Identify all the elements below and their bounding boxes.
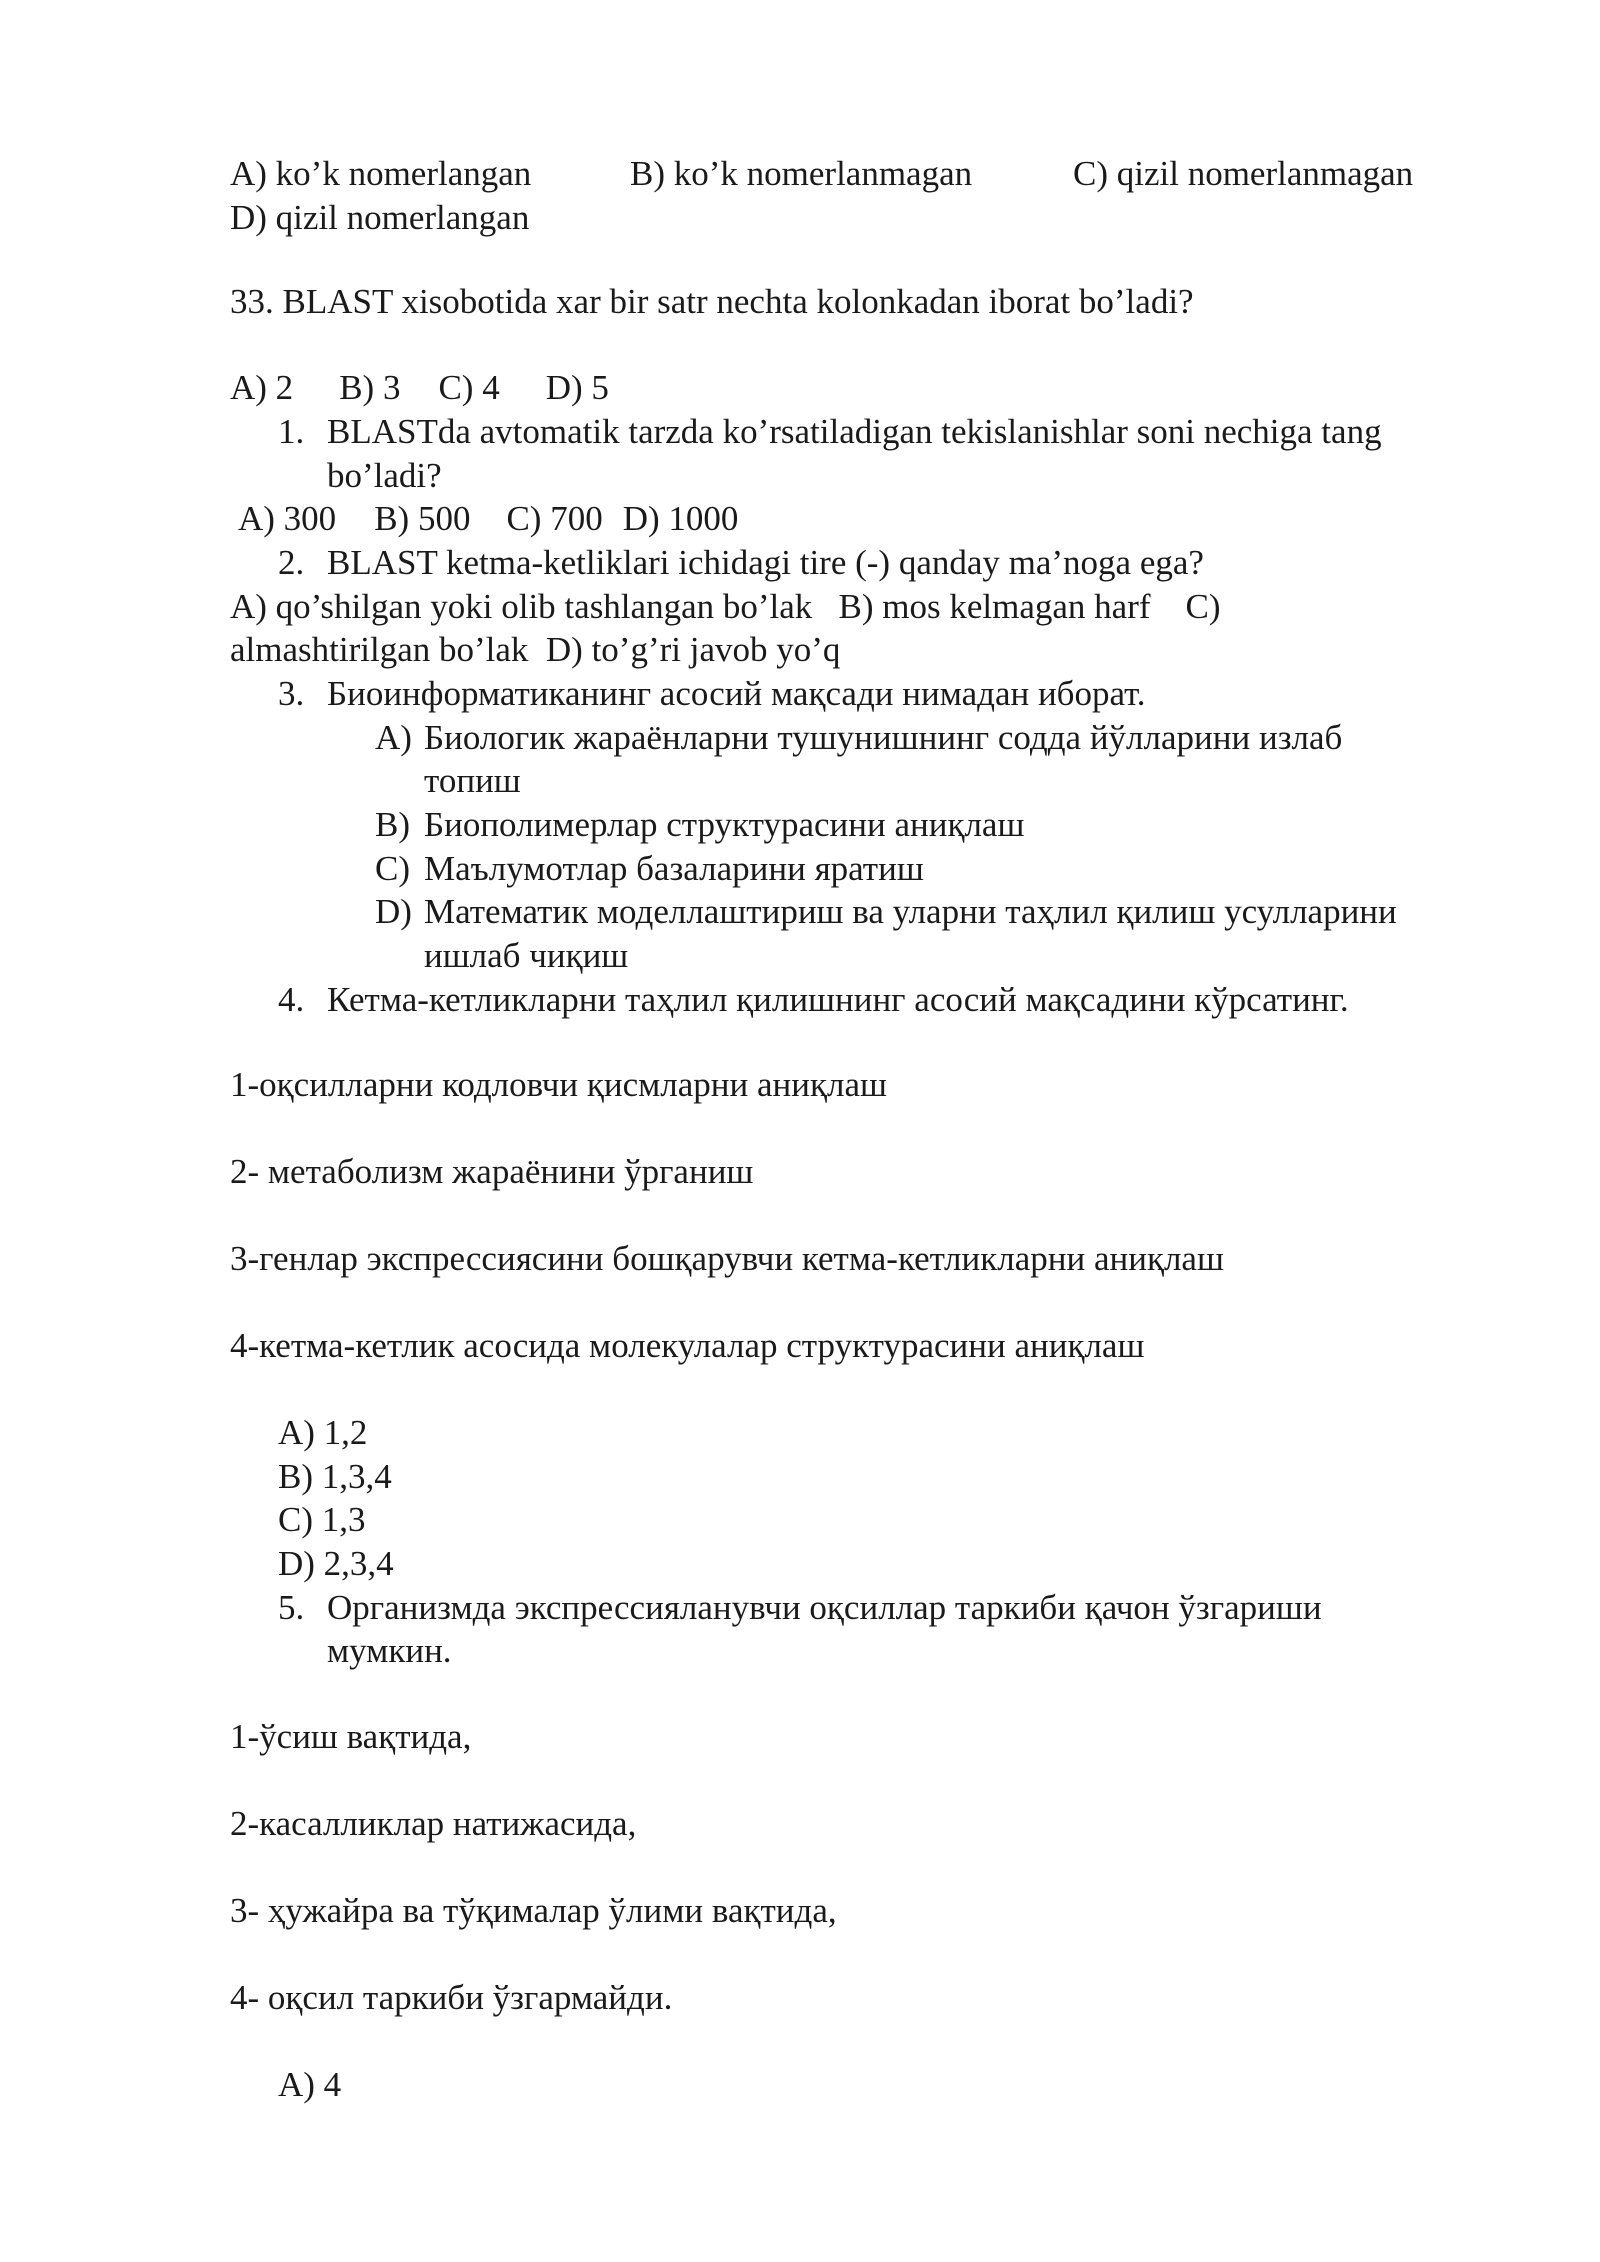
q33-option-b: B) 3 bbox=[339, 368, 401, 407]
q33-question: 33. BLAST xisobotida xar bir satr nechta kolonkadan iborat bo’ladi? bbox=[230, 282, 1194, 321]
q1-question-line1: BLASTda avtomatik tarzda ko’rsatiladigan tekislanishlar soni nechiga tang bbox=[327, 412, 1382, 451]
q4-option-b: B) 1,3,4 bbox=[278, 1457, 392, 1496]
q5-item-3: 3- ҳужайра ва тўқималар ўлими вақтида, bbox=[230, 1891, 837, 1930]
q2-options-line1: A) qo’shilgan yoki olib tashlangan bo’lak B) mos kelmagan harf C) bbox=[230, 587, 1221, 626]
q5-question-line2: мумкин. bbox=[327, 1631, 452, 1670]
q32-option-c: C) qizil nomerlanmagan bbox=[1073, 154, 1414, 193]
q3-option-d-letter: D) bbox=[375, 892, 412, 931]
q33-options bbox=[230, 366, 609, 410]
q5-item-4: 4- оқсил таркиби ўзгармайди. bbox=[230, 1978, 673, 2017]
q32-option-d: D) qizil nomerlangan bbox=[230, 198, 530, 237]
q5-option-a: A) 4 bbox=[278, 2065, 342, 2104]
q3-option-c-text: Маълумотлар базаларини яратиш bbox=[424, 849, 924, 888]
q1-options bbox=[238, 497, 738, 541]
q2-question: BLAST ketma-ketliklari ichidagi tire (-) qanday ma’noga ega? bbox=[327, 543, 1204, 582]
q4-item-3: 3-генлар экспрессиясини бошқарувчи кетма-кетликларни аниқлаш bbox=[230, 1239, 1224, 1278]
q4-item-2: 2- метаболизм жараёнини ўрганиш bbox=[230, 1152, 754, 1191]
q32-option-a: A) ko’k nomerlangan bbox=[230, 154, 532, 193]
q1-option-b: B) 500 bbox=[374, 499, 471, 538]
q5-question-line1: Организмда экспрессияланувчи оқсиллар таркиби қачон ўзгариши bbox=[327, 1588, 1322, 1627]
q33-option-c: C) 4 bbox=[438, 368, 500, 407]
q1-option-a: A) 300 bbox=[238, 499, 337, 538]
q3-option-d-text: Математик моделлаштириш ва уларни таҳлил қилиш усулларини bbox=[424, 892, 1397, 931]
q5-item-2: 2-касалликлар натижасида, bbox=[230, 1804, 637, 1843]
q4-number: 4. bbox=[278, 980, 305, 1019]
q33-option-a: A) 2 bbox=[230, 368, 294, 407]
q3-option-b-letter: B) bbox=[375, 805, 410, 844]
q2-options-line2: almashtirilgan bo’lak D) to’g’ri javob yo’q bbox=[230, 630, 841, 669]
q4-option-d: D) 2,3,4 bbox=[278, 1544, 394, 1583]
q32-option-b: B) ko’k nomerlanmagan bbox=[630, 154, 973, 193]
q4-item-1: 1-оқсилларни кодловчи қисмларни аниқлаш bbox=[230, 1065, 887, 1104]
q1-option-c: C) 700 bbox=[506, 499, 603, 538]
q33-option-d: D) 5 bbox=[545, 368, 609, 407]
q2-number: 2. bbox=[278, 543, 305, 582]
q3-number: 3. bbox=[278, 674, 305, 713]
q4-question: Кетма-кетликларни таҳлил қилишнинг асосий мақсадини кўрсатинг. bbox=[327, 980, 1349, 1019]
q4-option-c: C) 1,3 bbox=[278, 1500, 366, 1539]
q1-question-line2: bo’ladi? bbox=[327, 456, 442, 495]
q4-item-4: 4-кетма-кетлик асосида молекулалар структурасини аниқлаш bbox=[230, 1326, 1145, 1365]
q4-option-a: A) 1,2 bbox=[278, 1413, 368, 1452]
q5-item-1: 1-ўсиш вақтида, bbox=[230, 1717, 472, 1756]
q3-option-a-letter: A) bbox=[375, 718, 412, 757]
q3-option-d-text-cont: ишлаб чиқиш bbox=[424, 936, 629, 975]
q3-option-b-text: Биополимерлар структурасини аниқлаш bbox=[424, 805, 1025, 844]
q3-option-a-text: Биологик жараёнларни тушунишнинг содда йўлларини излаб bbox=[424, 718, 1343, 757]
q3-question: Биоинформатиканинг асосий мақсади нимадан иборат. bbox=[327, 674, 1146, 713]
q1-number: 1. bbox=[278, 412, 305, 451]
q1-option-d: D) 1000 bbox=[622, 499, 739, 538]
q5-number: 5. bbox=[278, 1588, 305, 1627]
q3-option-c-letter: C) bbox=[375, 849, 410, 888]
q3-option-a-text-cont: топиш bbox=[424, 761, 521, 800]
